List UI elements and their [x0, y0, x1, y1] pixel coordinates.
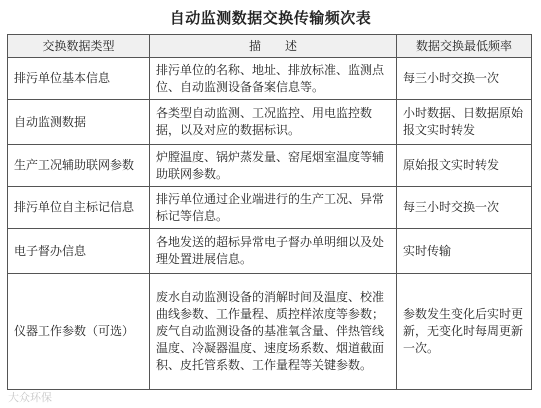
- cell-frequency: 小时数据、日数据原始报文实时转发: [397, 100, 532, 145]
- watermark: 大众环保: [8, 391, 52, 404]
- cell-type: 自动监测数据: [8, 100, 150, 145]
- header-frequency: 数据交换最低频率: [397, 35, 532, 58]
- cell-description: 排污单位的名称、地址、排放标准、监测点位、自动监测设备备案信息等。: [150, 58, 397, 100]
- header-type: 交换数据类型: [8, 35, 150, 58]
- table-row: [8, 100, 532, 145]
- frequency-table: [7, 34, 532, 390]
- cell-description: 炉膛温度、锅炉蒸发量、窑尾烟室温度等辅助联网参数。: [150, 145, 397, 187]
- cell-type: 仪器工作参数（可选）: [8, 274, 150, 390]
- table-row: [8, 229, 532, 274]
- table-row: [8, 145, 532, 187]
- cell-description: 废水自动监测设备的消解时间及温度、校准曲线参数、工作量程、质控样浓度等参数；废气自动监测设备的基准氧含量、伴热管线温度、冷凝器温度、速度场系数、烟道截面积、皮托管系数、工作量程等关键参数。: [150, 274, 397, 390]
- cell-description: 各地发送的超标异常电子督办单明细以及处理处置进展信息。: [150, 229, 397, 274]
- cell-frequency: 实时传输: [397, 229, 532, 274]
- table-row: [8, 274, 532, 390]
- cell-frequency: 每三小时交换一次: [397, 187, 532, 229]
- cell-type: 电子督办信息: [8, 229, 150, 274]
- cell-frequency: 原始报文实时转发: [397, 145, 532, 187]
- cell-type: 生产工况辅助联网参数: [8, 145, 150, 187]
- cell-description: 各类型自动监测、工况监控、用电监控数据，以及对应的数据标识。: [150, 100, 397, 145]
- cell-frequency: 参数发生变化后实时更新，无变化时每周更新一次。: [397, 274, 532, 390]
- page-title: 自动监测数据交换传输频次表: [169, 9, 372, 27]
- header-description: 描 述: [150, 35, 397, 58]
- table-header-row: [8, 35, 532, 58]
- table-row: [8, 187, 532, 229]
- cell-frequency: 每三小时交换一次: [397, 58, 532, 100]
- table-row: [8, 58, 532, 100]
- cell-type: 排污单位自主标记信息: [8, 187, 150, 229]
- cell-type: 排污单位基本信息: [8, 58, 150, 100]
- cell-description: 排污单位通过企业端进行的生产工况、异常标记等信息。: [150, 187, 397, 229]
